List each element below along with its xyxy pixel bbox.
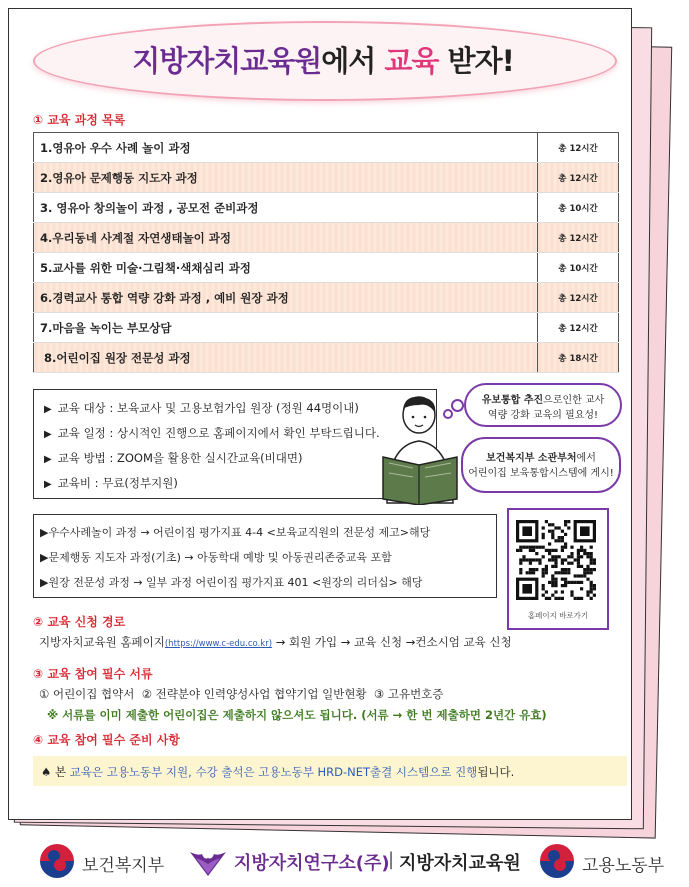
institute-name: 지방자치연구소(주) [234,853,390,874]
course-name: 1.영유아 우수 사례 놀이 과정 [34,133,538,163]
apply-steps: → 회원 가입 → 교육 신청 →컨소시엄 교육 신청 [272,635,512,649]
course-info-box [33,389,437,499]
mapping-line: ▶원장 전문성 과정 → 일부 과정 어린이집 평가지표 401 <원장의 리더십> 해당 [40,576,423,589]
footer-divider: | [388,849,395,870]
course-name: 8.어린이집 원장 전문성 과정 [34,343,538,373]
course-table [33,132,619,373]
section-docs-title: ③ 교육 참여 필수 서류 [33,667,153,681]
course-name: 6.경력교사 통합 역량 강화 과정 , 예비 원장 과정 [34,283,538,313]
bullet-icon: ▶ [44,454,52,465]
bullet-icon: ▶ [44,429,52,440]
notice-blue: 교육은 고용노동부 지원, 수강 출석은 고용노동부 HRD-NET출결 시스템으로 진행 [69,765,478,779]
page-title [33,21,613,97]
homepage-qr-link[interactable] [507,508,609,630]
taegeuk-icon [40,844,74,878]
bubble-ministry-line2: 어린이집 보육통합시스템에 게시! [468,468,614,479]
bullet-icon: ▶ [44,404,52,415]
course-name: 3. 영유아 창의놀이 과정 , 공모전 준비과정 [34,193,538,223]
title-education: 교육 [384,43,439,78]
course-hours: 총 12시간 [538,133,619,163]
info-schedule-text: 교육 일정 : 상시적인 진행으로 홈페이지에서 확인 부탁드립니다. [57,426,380,440]
table-row [34,253,619,283]
table-row [34,223,619,253]
bubble-ministry-bold: 보건복지부 소관부처 [486,453,577,464]
title-academy: 지방자치교육원 [132,43,322,78]
footer-logos [0,836,689,887]
section-apply-title: ② 교육 신청 경로 [33,615,126,629]
course-hours: 총 10시간 [538,253,619,283]
table-row [34,343,619,373]
flyer-sheet [8,8,632,820]
spade-icon: ♠ [41,765,52,779]
title-from: 에서 [321,43,385,78]
ministry-labor-name: 고용노동부 [582,856,665,876]
mapping-line: ▶우수사례놀이 과정 → 어린이집 평가지표 4-4 <보육교직원의 전문성 제고>해당 [40,526,431,539]
title-receive: 받자! [438,43,514,78]
section-prep-title: ④ 교육 참여 필수 준비 사항 [33,733,180,747]
info-target-text: 교육 대상 : 보육교사 및 고용보험가입 원장 (정원 44명이내) [57,401,359,415]
course-hours: 총 12시간 [538,283,619,313]
course-hours: 총 18시간 [538,343,619,373]
docs-note: ※ 서류를 이미 제출한 어린이집은 제출하지 않으셔도 됩니다. (서류 → 한 번 제출하면 2년간 유효) [47,708,547,722]
academy-name: 지방자치교육원 [399,853,521,874]
notice-text [41,764,514,780]
apply-prefix: 지방자치교육원 홈페이지 [39,635,165,649]
course-hours: 총 12시간 [538,163,619,193]
table-row [34,283,619,313]
hrd-notice [33,756,627,786]
ministry-health-name: 보건복지부 [82,856,165,876]
info-method-text: 교육 방법 : ZOOM을 활용한 실시간교육(비대면) [57,451,303,465]
info-fee-text: 교육비 : 무료(정부지원) [57,476,178,490]
taegeuk-icon [540,844,574,878]
required-docs: ① 어린이집 협약서 ② 전략분야 인력양성사업 협약기업 일반현황 ③ 고유번호증 [39,687,444,701]
course-name: 2.영유아 문제행동 지도자 과정 [34,163,538,193]
course-name: 7.마음을 녹이는 부모상담 [34,313,538,343]
info-schedule [44,425,380,441]
course-name: 4.우리동네 사계절 자연생태놀이 과정 [34,223,538,253]
evaluation-mapping-box [33,514,497,598]
info-target [44,400,359,416]
bubble-ministry-rest: 에서 [576,453,596,464]
course-hours: 총 10시간 [538,193,619,223]
notice-post: 됩니다. [477,765,515,779]
table-row [34,163,619,193]
section-course-list-title: ① 교육 과정 목록 [33,113,126,127]
info-method [44,450,302,466]
thought-bubble-ministry [461,437,621,493]
notice-pre: 본 [51,765,70,779]
course-hours: 총 12시간 [538,313,619,343]
thought-dot [451,399,464,412]
homepage-link[interactable]: (https://www.c-edu.co.kr) [164,639,273,649]
table-row [34,193,619,223]
table-row [34,313,619,343]
bubble-reform-rest: 으로인한 교사 [543,395,605,406]
mapping-line: ▶문제행동 지도자 과정(기초) → 아동학대 예방 및 아동권리존중교육 포함 [40,551,392,564]
course-hours: 총 12시간 [538,223,619,253]
bullet-icon: ▶ [44,479,52,490]
table-row [34,133,619,163]
apply-path [39,634,512,650]
bubble-reform-line2: 역량 강화 교육의 필요성! [487,410,599,421]
info-fee [44,475,178,491]
wings-logo-icon [186,846,230,878]
thought-dot [443,409,453,419]
qr-code-icon [516,520,596,600]
thought-bubble-reform [464,383,622,427]
qr-label: 홈페이지 바로가기 [527,611,589,620]
course-name: 5.교사를 위한 미술·그림책·색채심리 과정 [34,253,538,283]
bubble-reform-bold: 유보통합 추진 [481,395,544,406]
